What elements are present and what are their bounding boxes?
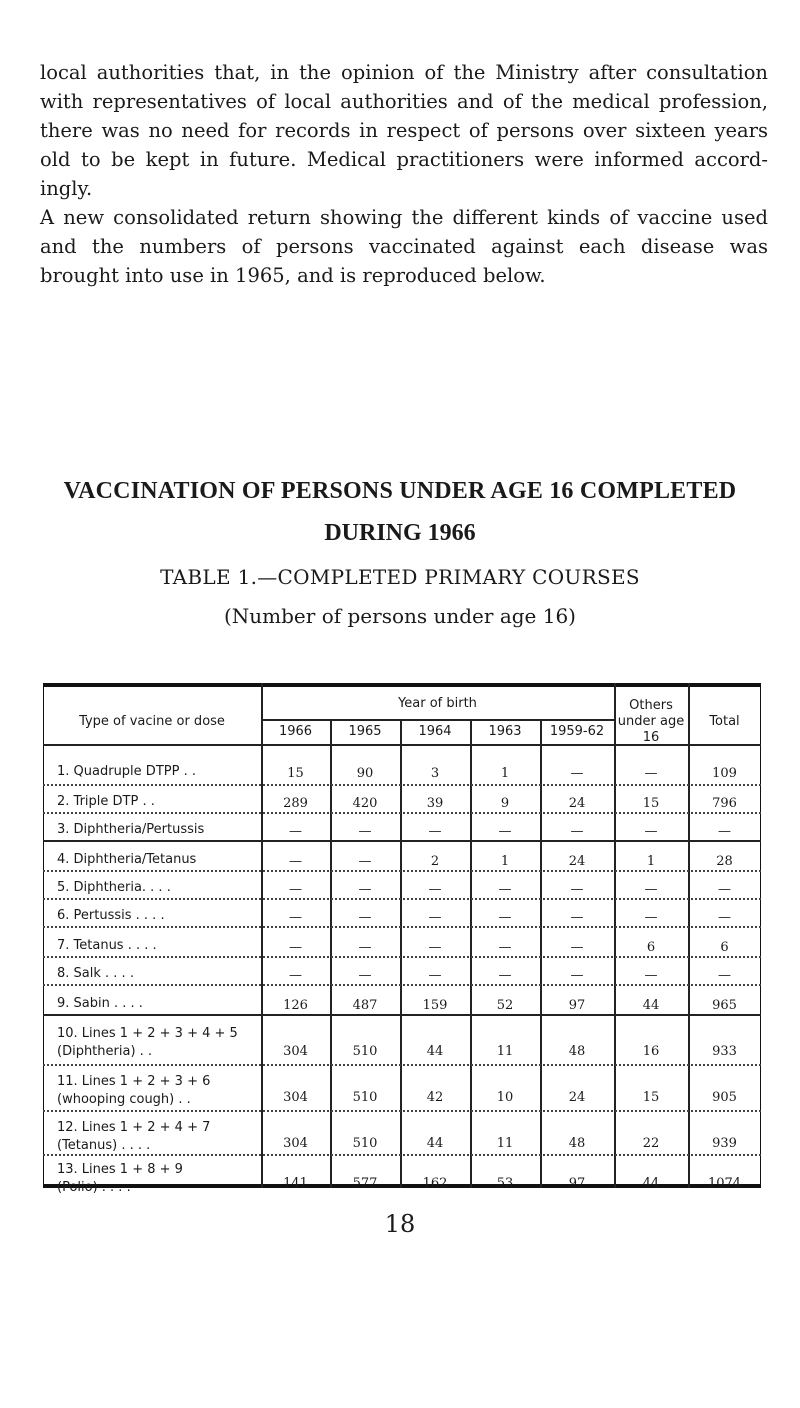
table-cell: 1 <box>646 854 656 869</box>
table-cell: 44 <box>426 1136 444 1151</box>
table-cell: — <box>570 882 584 897</box>
table-cell: 15 <box>642 1090 660 1105</box>
table-cell: — <box>718 824 731 839</box>
column-divider <box>614 683 616 1188</box>
table-cell: 304 <box>283 1136 308 1151</box>
table-cell: — <box>428 824 442 839</box>
table-cell: — <box>644 824 658 839</box>
table-cell: 304 <box>283 1044 308 1059</box>
table-cell: — <box>498 968 512 983</box>
table-frame <box>43 683 761 1188</box>
row-label: 11. Lines 1 + 2 + 3 + 6 <box>57 1074 211 1089</box>
table-cell: 162 <box>422 1176 448 1191</box>
row-dotted-rule <box>43 926 761 928</box>
table-cell: 3 <box>430 766 440 781</box>
table-cell: — <box>289 968 302 983</box>
row-label: 5. Diphtheria. . . . <box>57 880 171 895</box>
row-dotted-rule <box>43 1064 761 1066</box>
table-cell: 52 <box>496 998 514 1013</box>
table-cell: 24 <box>568 1090 586 1105</box>
table-cell: 1 <box>500 766 510 781</box>
row-label: 4. Diphtheria/Tetanus <box>57 852 197 867</box>
header-subrule <box>261 719 614 721</box>
intro-text <box>40 58 768 290</box>
row-label: 3. Diphtheria/Pertussis <box>57 822 205 837</box>
table-cell: 487 <box>352 998 378 1013</box>
table-cell: — <box>570 910 584 925</box>
table-cell: 1074 <box>707 1176 742 1191</box>
table-cell: — <box>498 910 512 925</box>
table-cell: — <box>644 910 658 925</box>
row-label: (Tetanus) . . . . <box>57 1138 151 1153</box>
row-label: 7. Tetanus . . . . <box>57 938 157 953</box>
table-cell: 6 <box>646 940 656 955</box>
table-cell: 939 <box>712 1136 737 1151</box>
table-cell: 126 <box>283 998 308 1013</box>
column-divider <box>688 683 690 1188</box>
table-cell: — <box>358 968 372 983</box>
table-cell: — <box>358 882 372 897</box>
table-cell: 965 <box>712 998 737 1013</box>
table-cell: 48 <box>568 1044 586 1059</box>
row-label: 10. Lines 1 + 2 + 3 + 4 + 5 <box>57 1026 238 1041</box>
table-cell: — <box>289 824 302 839</box>
row-dotted-rule <box>43 898 761 900</box>
table-cell: 6 <box>720 940 729 955</box>
table-cell: — <box>358 854 372 869</box>
header-year-1965: 1965 <box>348 724 382 739</box>
row-dotted-rule <box>43 812 761 814</box>
row-label: 13. Lines 1 + 8 + 9 <box>57 1162 183 1177</box>
table-cell: 510 <box>352 1136 378 1151</box>
table-cell: — <box>289 910 302 925</box>
table-cell: 796 <box>712 796 737 811</box>
row-dotted-rule <box>43 984 761 986</box>
row-label: 9. Sabin . . . . <box>57 996 143 1011</box>
table-cell: 22 <box>642 1136 660 1151</box>
table-cell: — <box>428 910 442 925</box>
table-cell: 28 <box>716 854 733 869</box>
header-year-1964: 1964 <box>418 724 452 739</box>
table-cell: 90 <box>356 766 374 781</box>
table-cell: — <box>289 882 302 897</box>
main-heading-line-2: DURING 1966 <box>324 520 476 546</box>
table-cell: — <box>289 854 302 869</box>
row-label: (Diphtheria) . . <box>57 1044 153 1059</box>
header-year-of-birth: Year of birth <box>398 696 477 711</box>
table-cell: — <box>644 766 658 781</box>
header-total: Total <box>709 714 740 729</box>
table-cell: — <box>358 824 372 839</box>
table-cell: 97 <box>568 1176 586 1191</box>
row-label: 12. Lines 1 + 2 + 4 + 7 <box>57 1120 211 1135</box>
row-label: 8. Salk . . . . <box>57 966 134 981</box>
table-cell: 289 <box>283 796 308 811</box>
page-number: 18 <box>384 1210 416 1238</box>
table-cell: 44 <box>642 1176 660 1191</box>
header-year-1959-62: 1959-62 <box>549 724 605 739</box>
table-title: TABLE 1.—COMPLETED PRIMARY COURSES <box>160 565 640 589</box>
table-cell: — <box>498 882 512 897</box>
table-subtitle: (Number of persons under age 16) <box>223 604 576 628</box>
table-cell: 9 <box>500 796 510 811</box>
table-cell: — <box>498 940 512 955</box>
table-cell: — <box>570 968 584 983</box>
row-label: 6. Pertussis . . . . <box>57 908 165 923</box>
row-label: 2. Triple DTP . . <box>57 794 155 809</box>
header-type: Type of vacine or dose <box>79 714 225 729</box>
table-cell: — <box>570 766 584 781</box>
table-cell: — <box>644 882 658 897</box>
table-cell: 16 <box>642 1044 660 1059</box>
table-cell: 933 <box>712 1044 737 1059</box>
table-cell: 53 <box>496 1176 514 1191</box>
table-cell: 44 <box>426 1044 444 1059</box>
table-cell: 24 <box>568 854 586 869</box>
row-dotted-rule <box>43 870 761 872</box>
table-cell: 15 <box>642 796 660 811</box>
table-cell: — <box>718 910 731 925</box>
row-rule <box>43 840 761 842</box>
intro-paragraph-1: local authorities that, in the opinion of the Ministry after consultation with representatives of local authorities and of the medical profession, there was no need for records in respect of persons over sixteen years old to be kept in future. Medical practitioners were informed accord-ingly. <box>40 61 768 200</box>
table-cell: 42 <box>426 1090 444 1105</box>
table-cell: — <box>570 824 584 839</box>
main-heading: VACCINATION OF PERSONS UNDER AGE 16 COMPLETED <box>63 478 737 504</box>
table-cell: 1 <box>500 854 510 869</box>
table-cell: 577 <box>352 1176 378 1191</box>
header-others: Others under age 16 <box>617 698 685 745</box>
table-cell: 97 <box>568 998 586 1013</box>
table-cell: — <box>570 940 584 955</box>
table-cell: 905 <box>712 1090 737 1105</box>
table-cell: 11 <box>496 1044 514 1059</box>
row-dotted-rule <box>43 784 761 786</box>
row-dotted-rule <box>43 1154 761 1156</box>
table-cell: 141 <box>283 1176 308 1191</box>
row-label: (whooping cough) . . <box>57 1092 191 1107</box>
intro-paragraph-2: A new consolidated return showing the different kinds of vaccine used and the numbers of persons vaccinated against each disease was brought into use in 1965, and is reproduced below. <box>40 206 768 287</box>
table-cell: — <box>718 968 731 983</box>
table-cell: 109 <box>712 766 737 781</box>
table-cell: 39 <box>426 796 444 811</box>
table-cell: 510 <box>352 1090 378 1105</box>
table-cell: 420 <box>352 796 378 811</box>
table-cell: 44 <box>642 998 660 1013</box>
table-cell: 2 <box>430 854 440 869</box>
table-cell: 15 <box>287 766 304 781</box>
table-cell: — <box>358 910 372 925</box>
row-label: 1. Quadruple DTPP . . <box>57 764 196 779</box>
table-cell: 159 <box>422 998 448 1013</box>
table-cell: 10 <box>496 1090 514 1105</box>
table-cell: 11 <box>496 1136 514 1151</box>
header-year-1966: 1966 <box>278 724 313 739</box>
table-cell: 304 <box>283 1090 308 1105</box>
table-cell: — <box>498 824 512 839</box>
table-cell: — <box>718 882 731 897</box>
row-dotted-rule <box>43 956 761 958</box>
table-cell: — <box>358 940 372 955</box>
row-rule <box>43 1014 761 1016</box>
table-cell: — <box>289 940 302 955</box>
table-cell: — <box>644 968 658 983</box>
table-cell: 24 <box>568 796 586 811</box>
table-cell: — <box>428 882 442 897</box>
table-cell: 510 <box>352 1044 378 1059</box>
table-cell: — <box>428 940 442 955</box>
table-cell: — <box>428 968 442 983</box>
row-label: (Polio) . . . . <box>57 1180 131 1195</box>
table-cell: 48 <box>568 1136 586 1151</box>
row-dotted-rule <box>43 1110 761 1112</box>
column-divider <box>261 683 263 1188</box>
header-year-1963: 1963 <box>488 724 522 739</box>
